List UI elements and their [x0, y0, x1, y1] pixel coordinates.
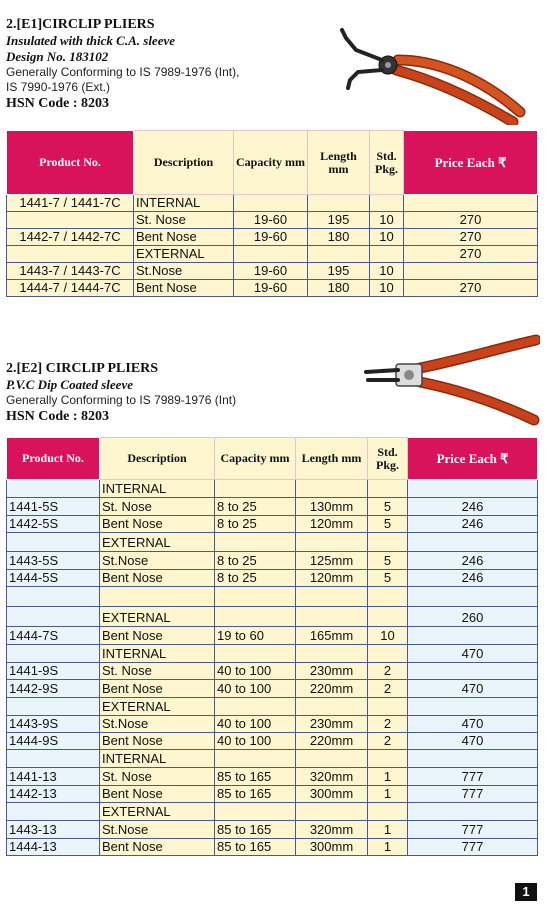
cell-length	[296, 698, 368, 716]
cell-length: 180	[308, 280, 370, 297]
cell-description: Bent Nose	[134, 280, 234, 297]
col-header-description: Description	[134, 131, 234, 195]
cell-std: 2	[368, 663, 408, 680]
cell-price: 270	[404, 212, 538, 229]
cell-price	[408, 663, 538, 680]
cell-capacity: 8 to 25	[215, 570, 296, 587]
cell-length: 195	[308, 263, 370, 280]
cell-std	[368, 698, 408, 716]
cell-product: 1444-7S	[7, 627, 100, 645]
cell-description: EXTERNAL	[100, 533, 215, 552]
cell-description: St.Nose	[100, 716, 215, 733]
cell-price: 470	[408, 733, 538, 750]
col-header-capacity: Capacity mm	[234, 131, 308, 195]
section1-price-table	[6, 130, 538, 297]
cell-capacity	[215, 587, 296, 607]
cell-description: St.Nose	[100, 552, 215, 570]
col-header-length: Length mm	[296, 438, 368, 480]
table-row	[7, 716, 538, 733]
cell-std: 2	[368, 716, 408, 733]
cell-description: St. Nose	[100, 498, 215, 516]
cell-capacity: 85 to 165	[215, 786, 296, 803]
cell-price	[408, 587, 538, 607]
cell-price	[408, 803, 538, 821]
cell-description: EXTERNAL	[100, 803, 215, 821]
cell-product	[7, 587, 100, 607]
cell-product: 1441-5S	[7, 498, 100, 516]
table-header-row	[7, 131, 538, 195]
cell-length	[296, 750, 368, 768]
cell-description: St. Nose	[100, 663, 215, 680]
cell-description: Bent Nose	[100, 786, 215, 803]
cell-std: 1	[368, 839, 408, 856]
cell-length: 120mm	[296, 516, 368, 533]
cell-product	[7, 480, 100, 498]
cell-description: Bent Nose	[100, 733, 215, 750]
cell-description: INTERNAL	[100, 750, 215, 768]
cell-product: 1443-9S	[7, 716, 100, 733]
cell-std	[370, 195, 404, 212]
cell-product	[7, 607, 100, 627]
cell-product: 1444-13	[7, 839, 100, 856]
section2-title: 2.[E2] CIRCLIP PLIERS	[6, 361, 159, 376]
cell-description: EXTERNAL	[100, 607, 215, 627]
cell-length: 195	[308, 212, 370, 229]
cell-capacity	[215, 533, 296, 552]
table-row	[7, 195, 538, 212]
cell-length	[296, 480, 368, 498]
table-row	[7, 627, 538, 645]
cell-capacity: 19 to 60	[215, 627, 296, 645]
cell-product	[7, 533, 100, 552]
table-row	[7, 680, 538, 698]
cell-product: 1441-7 / 1441-7C	[7, 195, 134, 212]
cell-length	[296, 587, 368, 607]
circlip-plier-bent-icon	[338, 20, 528, 125]
section2-hsn-code: HSN Code : 8203	[6, 409, 110, 424]
cell-price	[404, 263, 538, 280]
cell-length: 230mm	[296, 663, 368, 680]
table-row	[7, 246, 538, 263]
cell-price: 270	[404, 280, 538, 297]
table-row	[7, 280, 538, 297]
cell-capacity	[215, 607, 296, 627]
cell-std	[368, 533, 408, 552]
cell-length: 165mm	[296, 627, 368, 645]
table-row	[7, 212, 538, 229]
col-header-description: Description	[100, 438, 215, 480]
col-header-product: Product No.	[7, 131, 134, 195]
table-row	[7, 570, 538, 587]
cell-length: 180	[308, 229, 370, 246]
cell-std	[370, 246, 404, 263]
table-row	[7, 733, 538, 750]
cell-product: 1444-7 / 1444-7C	[7, 280, 134, 297]
cell-price: 470	[408, 680, 538, 698]
cell-std	[368, 803, 408, 821]
section1-header	[6, 16, 239, 112]
cell-std	[368, 645, 408, 663]
section1-standard-line2: IS 7990-1976 (Ext.)	[6, 80, 111, 94]
cell-price	[408, 698, 538, 716]
cell-length: 320mm	[296, 821, 368, 839]
table-row	[7, 263, 538, 280]
table-row	[7, 786, 538, 803]
cell-length: 220mm	[296, 680, 368, 698]
cell-capacity	[234, 195, 308, 212]
cell-price: 777	[408, 768, 538, 786]
col-header-capacity: Capacity mm	[215, 438, 296, 480]
cell-description	[100, 587, 215, 607]
cell-price: 777	[408, 821, 538, 839]
cell-capacity: 8 to 25	[215, 516, 296, 533]
col-header-std-pkg: Std. Pkg.	[370, 131, 404, 195]
cell-price: 246	[408, 516, 538, 533]
cell-description: Bent Nose	[100, 627, 215, 645]
cell-std	[368, 587, 408, 607]
cell-price: 777	[408, 786, 538, 803]
cell-description: St. Nose	[100, 768, 215, 786]
cell-capacity: 8 to 25	[215, 498, 296, 516]
section1-hsn-code: HSN Code : 8203	[6, 96, 110, 111]
cell-price: 270	[404, 229, 538, 246]
cell-product: 1442-5S	[7, 516, 100, 533]
cell-description: INTERNAL	[134, 195, 234, 212]
cell-price: 777	[408, 839, 538, 856]
cell-capacity: 19-60	[234, 263, 308, 280]
cell-description: Bent Nose	[100, 570, 215, 587]
cell-capacity: 85 to 165	[215, 821, 296, 839]
cell-capacity	[215, 480, 296, 498]
cell-std: 10	[370, 212, 404, 229]
cell-capacity	[215, 698, 296, 716]
col-header-price: Price Each ₹	[408, 438, 538, 480]
cell-description: EXTERNAL	[100, 698, 215, 716]
cell-std: 2	[368, 733, 408, 750]
cell-price: 246	[408, 552, 538, 570]
page-number-badge: 1	[515, 883, 537, 901]
table-row	[7, 498, 538, 516]
cell-price: 470	[408, 645, 538, 663]
cell-product	[7, 803, 100, 821]
cell-length	[296, 645, 368, 663]
cell-product: 1443-13	[7, 821, 100, 839]
cell-price	[408, 750, 538, 768]
cell-std: 10	[370, 229, 404, 246]
cell-price: 270	[404, 246, 538, 263]
table-row	[7, 229, 538, 246]
section2-subtitle: P.V.C Dip Coated sleeve	[6, 377, 133, 392]
section1-standard-line1: Generally Conforming to IS 7989-1976 (Int),	[6, 65, 240, 79]
cell-price: 470	[408, 716, 538, 733]
cell-description: Bent Nose	[134, 229, 234, 246]
cell-length: 230mm	[296, 716, 368, 733]
cell-price	[404, 195, 538, 212]
cell-length: 320mm	[296, 768, 368, 786]
cell-description: EXTERNAL	[134, 246, 234, 263]
table-row	[7, 645, 538, 663]
cell-capacity: 40 to 100	[215, 663, 296, 680]
cell-length: 300mm	[296, 786, 368, 803]
cell-std: 5	[368, 516, 408, 533]
section1-title: 2.[E1]CIRCLIP PLIERS	[6, 17, 155, 32]
cell-description: St.Nose	[134, 263, 234, 280]
cell-product: 1442-7 / 1442-7C	[7, 229, 134, 246]
cell-std: 2	[368, 680, 408, 698]
cell-capacity: 40 to 100	[215, 716, 296, 733]
cell-std	[368, 750, 408, 768]
cell-product	[7, 645, 100, 663]
cell-price	[408, 533, 538, 552]
col-header-length: Length mm	[308, 131, 370, 195]
cell-description: St. Nose	[134, 212, 234, 229]
cell-capacity	[215, 645, 296, 663]
section1-design-no: Design No. 183102	[6, 49, 109, 64]
section1-subtitle: Insulated with thick C.A. sleeve	[6, 33, 176, 48]
table-row	[7, 698, 538, 716]
section2-standard-line: Generally Conforming to IS 7989-1976 (Int)	[6, 393, 237, 407]
cell-product	[7, 246, 134, 263]
cell-std: 1	[368, 786, 408, 803]
cell-description: INTERNAL	[100, 645, 215, 663]
cell-length	[296, 607, 368, 627]
table-row	[7, 821, 538, 839]
table-row	[7, 552, 538, 570]
table-header-row	[7, 438, 538, 480]
cell-description: INTERNAL	[100, 480, 215, 498]
cell-product	[7, 750, 100, 768]
cell-length: 125mm	[296, 552, 368, 570]
cell-length: 120mm	[296, 570, 368, 587]
cell-std: 10	[370, 263, 404, 280]
cell-std: 5	[368, 570, 408, 587]
cell-product	[7, 698, 100, 716]
cell-capacity: 19-60	[234, 229, 308, 246]
cell-length: 130mm	[296, 498, 368, 516]
cell-product: 1441-13	[7, 768, 100, 786]
table-row	[7, 480, 538, 498]
cell-price: 260	[408, 607, 538, 627]
cell-capacity: 19-60	[234, 212, 308, 229]
cell-capacity: 8 to 25	[215, 552, 296, 570]
cell-std: 5	[368, 498, 408, 516]
cell-length: 220mm	[296, 733, 368, 750]
table-row	[7, 839, 538, 856]
cell-std: 10	[370, 280, 404, 297]
cell-std	[368, 480, 408, 498]
cell-price: 246	[408, 570, 538, 587]
section2-header	[6, 360, 236, 425]
table-row	[7, 768, 538, 786]
cell-length	[296, 533, 368, 552]
cell-product: 1443-7 / 1443-7C	[7, 263, 134, 280]
cell-capacity: 40 to 100	[215, 680, 296, 698]
cell-description: Bent Nose	[100, 516, 215, 533]
cell-std: 1	[368, 821, 408, 839]
cell-product: 1441-9S	[7, 663, 100, 680]
section2-price-table	[6, 437, 538, 856]
cell-length	[296, 803, 368, 821]
cell-product	[7, 212, 134, 229]
cell-std	[368, 607, 408, 627]
cell-product: 1442-9S	[7, 680, 100, 698]
cell-capacity	[215, 750, 296, 768]
cell-description: St.Nose	[100, 821, 215, 839]
table-row	[7, 587, 538, 607]
cell-description: Bent Nose	[100, 839, 215, 856]
cell-product: 1443-5S	[7, 552, 100, 570]
cell-price	[408, 480, 538, 498]
col-header-product: Product No.	[7, 438, 100, 480]
cell-length	[308, 246, 370, 263]
cell-capacity: 85 to 165	[215, 768, 296, 786]
table-row	[7, 516, 538, 533]
table-row	[7, 533, 538, 552]
table-row	[7, 607, 538, 627]
cell-capacity	[234, 246, 308, 263]
circlip-plier-straight-icon	[360, 330, 540, 430]
table-row	[7, 803, 538, 821]
cell-std: 1	[368, 768, 408, 786]
cell-product: 1444-9S	[7, 733, 100, 750]
col-header-price: Price Each ₹	[404, 131, 538, 195]
cell-product: 1442-13	[7, 786, 100, 803]
cell-std: 5	[368, 552, 408, 570]
col-header-std-pkg: Std. Pkg.	[368, 438, 408, 480]
cell-capacity: 85 to 165	[215, 839, 296, 856]
cell-price: 246	[408, 498, 538, 516]
cell-product: 1444-5S	[7, 570, 100, 587]
cell-length: 300mm	[296, 839, 368, 856]
cell-length	[308, 195, 370, 212]
cell-std: 10	[368, 627, 408, 645]
cell-price	[408, 627, 538, 645]
table-row	[7, 663, 538, 680]
cell-capacity: 40 to 100	[215, 733, 296, 750]
cell-description: Bent Nose	[100, 680, 215, 698]
table-row	[7, 750, 538, 768]
cell-capacity	[215, 803, 296, 821]
cell-capacity: 19-60	[234, 280, 308, 297]
